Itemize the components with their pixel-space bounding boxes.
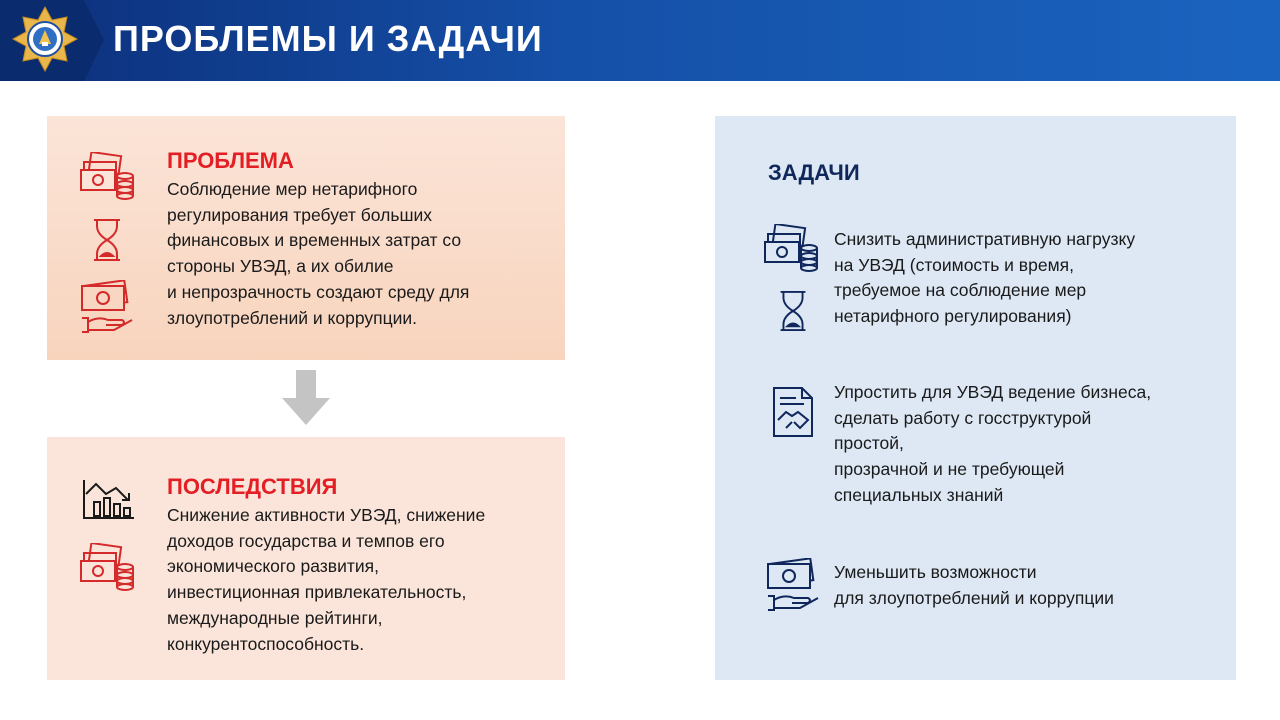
money-stack-icon xyxy=(80,543,136,595)
hourglass-icon xyxy=(92,218,122,262)
problem-text: Соблюдение мер нетарифного регулирования требует больших финансовых и временных затрат со стороны УВЭД, а их обилие и непрозрачность создают среду для злоупотреблений и коррупции. xyxy=(167,179,470,328)
down-arrow-icon xyxy=(282,370,330,425)
money-stack-icon xyxy=(764,224,820,276)
task-2-text: Упростить для УВЭД ведение бизнеса, сделать работу с госструктурой простой, прозрачной и не требующей специальных знаний xyxy=(834,382,1152,505)
consequences-heading: ПОСЛЕДСТВИЯ xyxy=(167,474,338,499)
problem-heading: ПРОБЛЕМА xyxy=(167,148,294,173)
bribe-hand-icon xyxy=(764,558,822,612)
bribe-hand-icon xyxy=(78,280,136,334)
emblem-logo xyxy=(12,6,78,72)
document-handshake-icon xyxy=(772,386,814,438)
tasks-heading: ЗАДАЧИ xyxy=(768,160,860,185)
task-3-text: Уменьшить возможности для злоупотреблений и коррупции xyxy=(834,562,1114,608)
page-title: ПРОБЛЕМЫ И ЗАДАЧИ xyxy=(113,18,543,59)
hourglass-icon xyxy=(778,290,808,332)
logo-block xyxy=(0,0,104,81)
task-1-text: Снизить административную нагрузку на УВЭД (стоимость и время, требуемое на соблюдение мер нетарифного регулирования) xyxy=(834,229,1136,327)
declining-chart-icon xyxy=(82,478,136,520)
consequences-text: Снижение активности УВЭД, снижение доходов государства и темпов его экономического развития, инвестиционная привлекательность, международные рейтинги, конкурентоспособность. xyxy=(167,505,486,654)
money-stack-icon xyxy=(80,152,136,204)
